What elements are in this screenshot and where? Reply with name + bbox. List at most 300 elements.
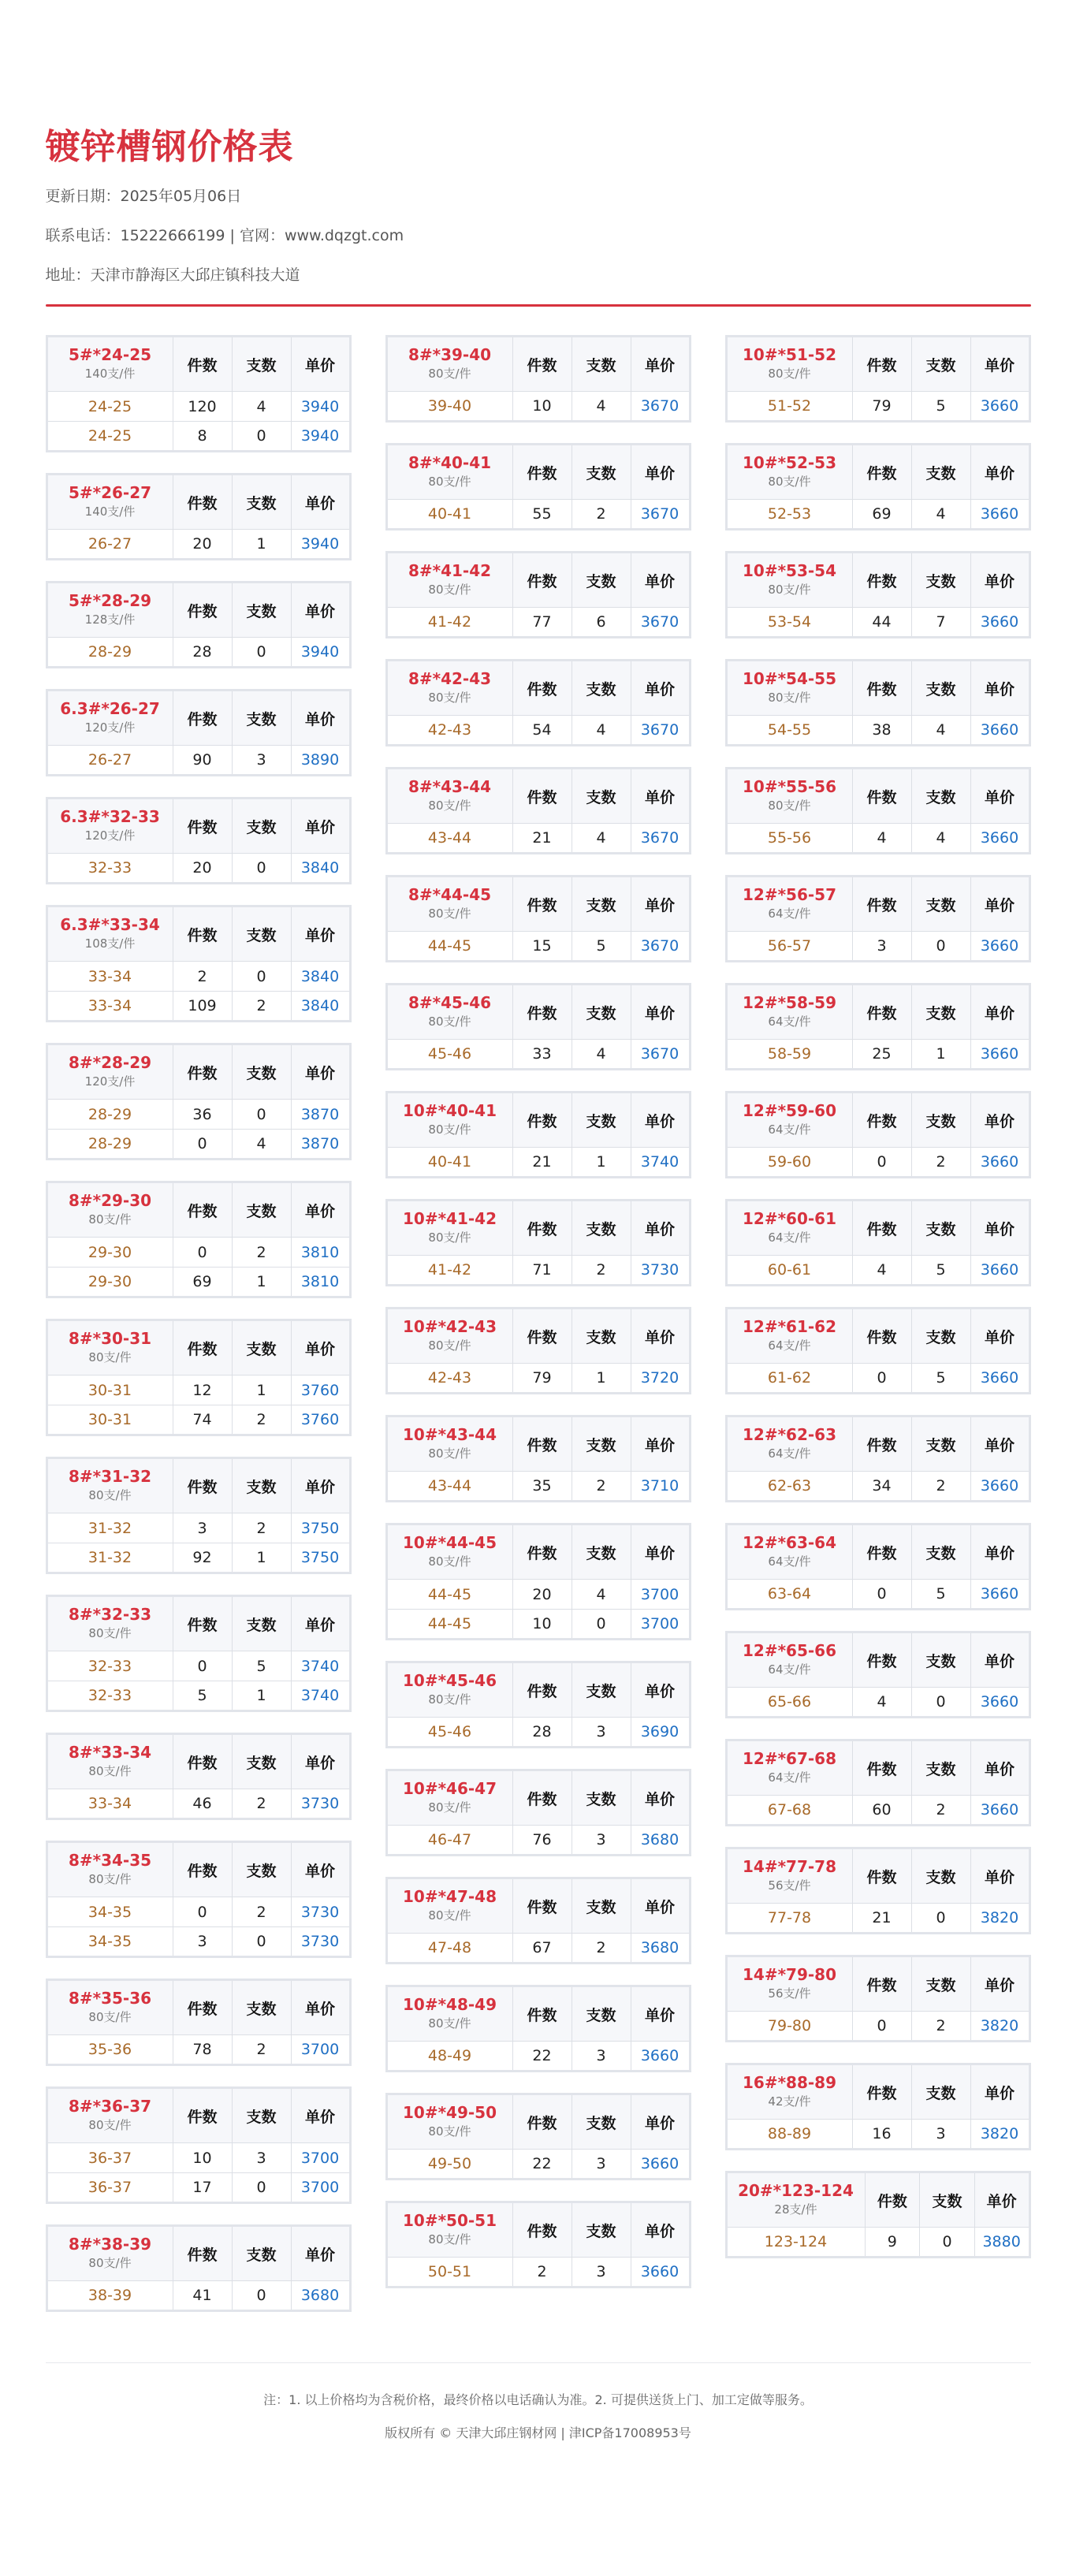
pieces-header: 件数 (512, 985, 572, 1040)
spec-title: 8#*29-30 (68, 1191, 152, 1210)
pieces-cell: 35 (512, 1472, 572, 1502)
price-cell: 3670 (631, 824, 690, 854)
table-row (47, 530, 350, 560)
length-range-cell: 34-35 (47, 1927, 173, 1957)
price-cell: 3660 (631, 2042, 690, 2072)
spec-pack-size: 80支/件 (428, 906, 471, 921)
spec-table-body (47, 854, 350, 884)
spec-title: 8#*36-37 (68, 2097, 152, 2116)
header-row (386, 877, 690, 932)
spec-name-cell (386, 1308, 512, 1364)
length-range-cell: 52-53 (726, 500, 852, 530)
header-row (47, 337, 350, 392)
pieces-header: 件数 (173, 1734, 232, 1789)
spec-pack-size: 80支/件 (428, 1692, 471, 1707)
length-range-cell: 58-59 (726, 1040, 852, 1070)
sticks-header: 支数 (232, 1980, 291, 2035)
sticks-header: 支数 (572, 1093, 631, 1148)
pieces-header: 件数 (173, 337, 232, 392)
sticks-header: 支数 (911, 769, 970, 824)
pieces-header: 件数 (512, 661, 572, 716)
spec-name-cell (386, 1662, 512, 1718)
pieces-cell: 0 (173, 1651, 232, 1681)
spec-pack-size: 80支/件 (88, 1872, 132, 1886)
spec-table-header (47, 1842, 350, 1897)
sticks-header: 支数 (572, 1878, 631, 1934)
sticks-header: 支数 (232, 691, 291, 746)
spec-pack-size: 64支/件 (768, 1554, 811, 1569)
page-footer (46, 2362, 1031, 2442)
header-row (47, 583, 350, 638)
length-range-cell: 42-43 (386, 716, 512, 746)
spec-table (46, 2224, 352, 2312)
price-header: 单价 (291, 1596, 350, 1651)
spec-table-body (386, 1364, 690, 1394)
spec-table (725, 983, 1031, 1070)
spec-table-header (386, 1662, 690, 1718)
price-cell: 3940 (291, 638, 350, 668)
price-header: 单价 (970, 337, 1029, 392)
table-row (726, 1904, 1029, 1934)
pieces-header: 件数 (852, 1956, 911, 2012)
pieces-cell: 10 (512, 1610, 572, 1640)
header-row (47, 1044, 350, 1100)
spec-name-cell (726, 1848, 852, 1904)
spec-table-body (726, 1904, 1029, 1934)
spec-table-body (386, 716, 690, 746)
pieces-cell: 0 (852, 1148, 911, 1178)
spec-table (46, 1841, 352, 1958)
spec-table (385, 1877, 691, 1964)
header-row (726, 769, 1029, 824)
length-range-cell: 29-30 (47, 1238, 173, 1268)
price-cell: 3890 (291, 746, 350, 776)
spec-table-header (386, 337, 690, 392)
price-header: 单价 (291, 337, 350, 392)
price-cell: 3760 (291, 1405, 350, 1435)
spec-table-body (386, 824, 690, 854)
spec-pack-size: 64支/件 (768, 1338, 811, 1353)
spec-pack-size: 80支/件 (88, 2118, 132, 2132)
length-range-cell: 24-25 (47, 422, 173, 452)
page-title: 镀锌槽钢价格表 (45, 127, 294, 167)
table-row (726, 1796, 1029, 1826)
spec-table-header (726, 1308, 1029, 1364)
header-row (386, 769, 690, 824)
pieces-cell: 38 (852, 716, 911, 746)
footer-note: 注：1. 以上价格均为含税价格，最终价格以电话确认为准。2. 可提供送货上门、加工定做等服务。 (263, 2392, 813, 2407)
sticks-cell: 0 (232, 638, 291, 668)
sticks-cell: 5 (911, 392, 970, 422)
price-cell: 3670 (631, 392, 690, 422)
pieces-cell: 3 (173, 1513, 232, 1543)
spec-table-header (386, 1416, 690, 1472)
price-cell: 3660 (970, 608, 1029, 638)
sticks-cell: 2 (911, 1472, 970, 1502)
pieces-header: 件数 (512, 1524, 572, 1580)
spec-pack-size: 80支/件 (88, 1764, 132, 1778)
header-row (726, 1416, 1029, 1472)
spec-table (46, 1319, 352, 1436)
spec-name-cell (47, 906, 173, 962)
sticks-cell: 0 (911, 1904, 970, 1934)
sticks-cell: 1 (572, 1364, 631, 1394)
spec-title: 8#*41-42 (408, 561, 492, 580)
sticks-cell: 1 (232, 1681, 291, 1711)
pieces-cell: 71 (512, 1256, 572, 1286)
spec-title: 10#*43-44 (402, 1425, 497, 1444)
spec-pack-size: 80支/件 (88, 1488, 132, 1502)
pieces-header: 件数 (512, 1878, 572, 1934)
length-range-cell: 45-46 (386, 1718, 512, 1748)
spec-name-cell (726, 661, 852, 716)
spec-name-cell (726, 877, 852, 932)
length-range-cell: 41-42 (386, 1256, 512, 1286)
spec-table-header (726, 2064, 1029, 2120)
spec-name-cell (386, 337, 512, 392)
table-row (726, 2120, 1029, 2150)
header-row (726, 1956, 1029, 2012)
table-row (47, 2281, 350, 2311)
table-row (47, 1681, 350, 1711)
spec-table-body (726, 500, 1029, 530)
spec-title: 10#*53-54 (742, 561, 836, 580)
pieces-cell: 90 (173, 746, 232, 776)
spec-name-cell (726, 2064, 852, 2120)
pieces-cell: 54 (512, 716, 572, 746)
price-cell: 3760 (291, 1375, 350, 1405)
spec-name-cell (386, 1093, 512, 1148)
spec-table-header (726, 2172, 1029, 2228)
spec-name-cell (386, 445, 512, 500)
price-column-1 (46, 335, 352, 2312)
spec-title: 12#*63-64 (742, 1533, 836, 1552)
sticks-header: 支数 (911, 1308, 970, 1364)
spec-table (46, 905, 352, 1022)
sticks-header: 支数 (232, 798, 291, 854)
sticks-cell: 2 (232, 1789, 291, 1819)
header-row (726, 1201, 1029, 1256)
sticks-cell: 2 (232, 1513, 291, 1543)
pieces-cell: 120 (173, 392, 232, 422)
table-row (47, 1927, 350, 1957)
length-range-cell: 59-60 (726, 1148, 852, 1178)
spec-table-header (47, 583, 350, 638)
sticks-cell: 2 (911, 2012, 970, 2042)
table-row (47, 2143, 350, 2173)
spec-table-header (726, 985, 1029, 1040)
spec-table-header (726, 1740, 1029, 1796)
pieces-header: 件数 (865, 2172, 920, 2228)
spec-table (46, 689, 352, 776)
sticks-header: 支数 (232, 906, 291, 962)
table-row (47, 2035, 350, 2065)
price-cell: 3690 (631, 1718, 690, 1748)
price-cell: 3740 (631, 1148, 690, 1178)
spec-table (725, 1199, 1031, 1286)
price-header: 单价 (970, 1416, 1029, 1472)
sticks-header: 支数 (911, 2064, 970, 2120)
price-header: 单价 (291, 1044, 350, 1100)
sticks-header: 支数 (232, 337, 291, 392)
price-cell: 3660 (631, 2150, 690, 2180)
spec-name-cell (386, 877, 512, 932)
price-header: 单价 (970, 1308, 1029, 1364)
spec-table-body (47, 962, 350, 1022)
spec-pack-size: 80支/件 (428, 583, 471, 597)
header-row (726, 2064, 1029, 2120)
price-header: 单价 (631, 2202, 690, 2258)
spec-title: 10#*47-48 (402, 1887, 497, 1906)
table-row (726, 1256, 1029, 1286)
header-row (386, 2202, 690, 2258)
price-header: 单价 (291, 583, 350, 638)
table-row (47, 992, 350, 1022)
sticks-cell: 3 (572, 2150, 631, 2180)
header-row (726, 1524, 1029, 1580)
length-range-cell: 28-29 (47, 638, 173, 668)
price-cell: 3740 (291, 1651, 350, 1681)
spec-table-header (47, 2088, 350, 2143)
pieces-cell: 4 (852, 1688, 911, 1718)
spec-table-header (386, 1201, 690, 1256)
pieces-header: 件数 (173, 1044, 232, 1100)
sticks-cell: 0 (232, 854, 291, 884)
price-header: 单价 (970, 1201, 1029, 1256)
table-row (47, 854, 350, 884)
pieces-cell: 78 (173, 2035, 232, 2065)
price-header: 单价 (970, 553, 1029, 608)
price-cell: 3670 (631, 608, 690, 638)
spec-title: 8#*43-44 (408, 777, 492, 796)
spec-table-header (386, 877, 690, 932)
header-row (386, 985, 690, 1040)
spec-table-header (47, 1734, 350, 1789)
table-row (386, 1718, 690, 1748)
price-header: 单价 (631, 1662, 690, 1718)
price-header: 单价 (631, 1878, 690, 1934)
spec-table-body (386, 1472, 690, 1502)
length-range-cell: 30-31 (47, 1405, 173, 1435)
spec-title: 20#*123-124 (738, 2181, 854, 2200)
length-range-cell: 45-46 (386, 1040, 512, 1070)
spec-table (385, 1523, 691, 1640)
sticks-header: 支数 (232, 1734, 291, 1789)
spec-title: 8#*35-36 (68, 1989, 152, 2008)
spec-pack-size: 56支/件 (768, 1878, 811, 1893)
price-header: 单价 (631, 1308, 690, 1364)
spec-title: 14#*79-80 (742, 1965, 836, 1984)
pieces-header: 件数 (852, 877, 911, 932)
header-row (386, 1416, 690, 1472)
price-cell: 3810 (291, 1238, 350, 1268)
spec-table (46, 1457, 352, 1574)
pieces-header: 件数 (173, 906, 232, 962)
pieces-cell: 20 (512, 1580, 572, 1610)
spec-pack-size: 80支/件 (428, 1554, 471, 1569)
price-cell: 3670 (631, 500, 690, 530)
pieces-cell: 0 (173, 1238, 232, 1268)
spec-table-body (386, 1148, 690, 1178)
sticks-cell: 4 (911, 500, 970, 530)
sticks-cell: 1 (232, 530, 291, 560)
spec-table (385, 659, 691, 746)
sticks-cell: 4 (911, 716, 970, 746)
spec-table (385, 1307, 691, 1394)
spec-name-cell (386, 769, 512, 824)
pieces-header: 件数 (512, 1770, 572, 1826)
length-range-cell: 46-47 (386, 1826, 512, 1856)
spec-title: 8#*34-35 (68, 1851, 152, 1870)
price-cell: 3660 (970, 1148, 1029, 1178)
length-range-cell: 40-41 (386, 1148, 512, 1178)
price-header: 单价 (291, 475, 350, 530)
spec-table-header (726, 445, 1029, 500)
price-cell: 3660 (970, 1580, 1029, 1610)
sticks-cell: 1 (232, 1375, 291, 1405)
sticks-cell: 3 (232, 746, 291, 776)
spec-title: 12#*65-66 (742, 1641, 836, 1660)
price-cell: 3750 (291, 1543, 350, 1573)
spec-title: 5#*24-25 (68, 345, 152, 364)
table-row (386, 932, 690, 962)
pieces-cell: 16 (852, 2120, 911, 2150)
price-header: 单价 (291, 798, 350, 854)
spec-pack-size: 64支/件 (768, 1446, 811, 1461)
pieces-cell: 2 (512, 2258, 572, 2288)
price-header: 单价 (970, 985, 1029, 1040)
price-header: 单价 (970, 2064, 1029, 2120)
spec-table (725, 335, 1031, 423)
spec-title: 6.3#*26-27 (60, 699, 160, 718)
price-cell: 3660 (970, 1688, 1029, 1718)
spec-pack-size: 80支/件 (428, 2232, 471, 2247)
spec-title: 10#*49-50 (402, 2103, 497, 2122)
sticks-cell: 0 (572, 1610, 631, 1640)
table-row (726, 1580, 1029, 1610)
header-row (386, 1986, 690, 2042)
price-cell: 3940 (291, 530, 350, 560)
length-range-cell: 44-45 (386, 1580, 512, 1610)
price-header: 单价 (631, 877, 690, 932)
header-row (386, 1878, 690, 1934)
pieces-cell: 0 (173, 1897, 232, 1927)
header-row (726, 2172, 1029, 2228)
spec-table (725, 551, 1031, 638)
header-row (726, 1848, 1029, 1904)
spec-title: 16#*88-89 (742, 2073, 836, 2092)
table-row (726, 716, 1029, 746)
header-row (47, 475, 350, 530)
spec-name-cell (726, 1308, 852, 1364)
spec-table (385, 443, 691, 530)
spec-table-body (386, 392, 690, 422)
spec-table-header (726, 553, 1029, 608)
price-header: 单价 (631, 2094, 690, 2150)
table-row (386, 1040, 690, 1070)
sticks-cell: 4 (572, 716, 631, 746)
spec-table-header (386, 1986, 690, 2042)
pieces-cell: 22 (512, 2042, 572, 2072)
sticks-header: 支数 (572, 1201, 631, 1256)
pieces-header: 件数 (173, 583, 232, 638)
spec-table-body (386, 1934, 690, 1964)
price-cell: 3820 (970, 2120, 1029, 2150)
spec-name-cell (726, 1093, 852, 1148)
sticks-header: 支数 (232, 2088, 291, 2143)
price-cell: 3680 (631, 1826, 690, 1856)
spec-table-header (386, 445, 690, 500)
spec-title: 10#*42-43 (402, 1317, 497, 1336)
spec-table (725, 1523, 1031, 1610)
spec-title: 8#*33-34 (68, 1743, 152, 1762)
header-row (726, 445, 1029, 500)
length-range-cell: 38-39 (47, 2281, 173, 2311)
table-row (386, 2042, 690, 2072)
sticks-header: 支数 (572, 553, 631, 608)
spec-table-body (726, 1040, 1029, 1070)
price-header: 单价 (291, 906, 350, 962)
spec-table-header (386, 661, 690, 716)
price-cell: 3710 (631, 1472, 690, 1502)
pieces-cell: 10 (173, 2143, 232, 2173)
sticks-header: 支数 (920, 2172, 975, 2228)
spec-table-header (726, 1956, 1029, 2012)
pieces-cell: 20 (173, 530, 232, 560)
pieces-header: 件数 (512, 337, 572, 392)
header-row (386, 1093, 690, 1148)
header-row (386, 1524, 690, 1580)
spec-table-body (386, 1580, 690, 1640)
spec-title: 8#*42-43 (408, 669, 492, 688)
pieces-header: 件数 (173, 691, 232, 746)
spec-pack-size: 80支/件 (88, 1350, 132, 1364)
price-header: 单价 (291, 2088, 350, 2143)
spec-table (725, 1415, 1031, 1502)
spec-table (46, 2086, 352, 2204)
price-header: 单价 (970, 661, 1029, 716)
price-cell: 3660 (970, 1796, 1029, 1826)
spec-pack-size: 80支/件 (768, 583, 811, 597)
spec-name-cell (47, 337, 173, 392)
length-range-cell: 44-45 (386, 1610, 512, 1640)
header-row (47, 1182, 350, 1238)
sticks-cell: 2 (572, 1256, 631, 1286)
table-row (386, 1364, 690, 1394)
spec-pack-size: 120支/件 (84, 828, 136, 843)
length-range-cell: 62-63 (726, 1472, 852, 1502)
spec-table (46, 1979, 352, 2066)
spec-table-body (726, 608, 1029, 638)
table-row (47, 2173, 350, 2203)
pieces-cell: 77 (512, 608, 572, 638)
spec-table-body (726, 1688, 1029, 1718)
price-cell: 3750 (291, 1513, 350, 1543)
spec-table-body (386, 932, 690, 962)
length-range-cell: 30-31 (47, 1375, 173, 1405)
table-row (726, 1040, 1029, 1070)
spec-table-body (386, 500, 690, 530)
spec-name-cell (386, 661, 512, 716)
length-range-cell: 34-35 (47, 1897, 173, 1927)
spec-name-cell (47, 1458, 173, 1513)
spec-table-body (726, 2120, 1029, 2150)
spec-name-cell (386, 2094, 512, 2150)
sticks-cell: 1 (232, 1543, 291, 1573)
table-row (726, 1688, 1029, 1718)
length-range-cell: 49-50 (386, 2150, 512, 2180)
length-range-cell: 32-33 (47, 1651, 173, 1681)
